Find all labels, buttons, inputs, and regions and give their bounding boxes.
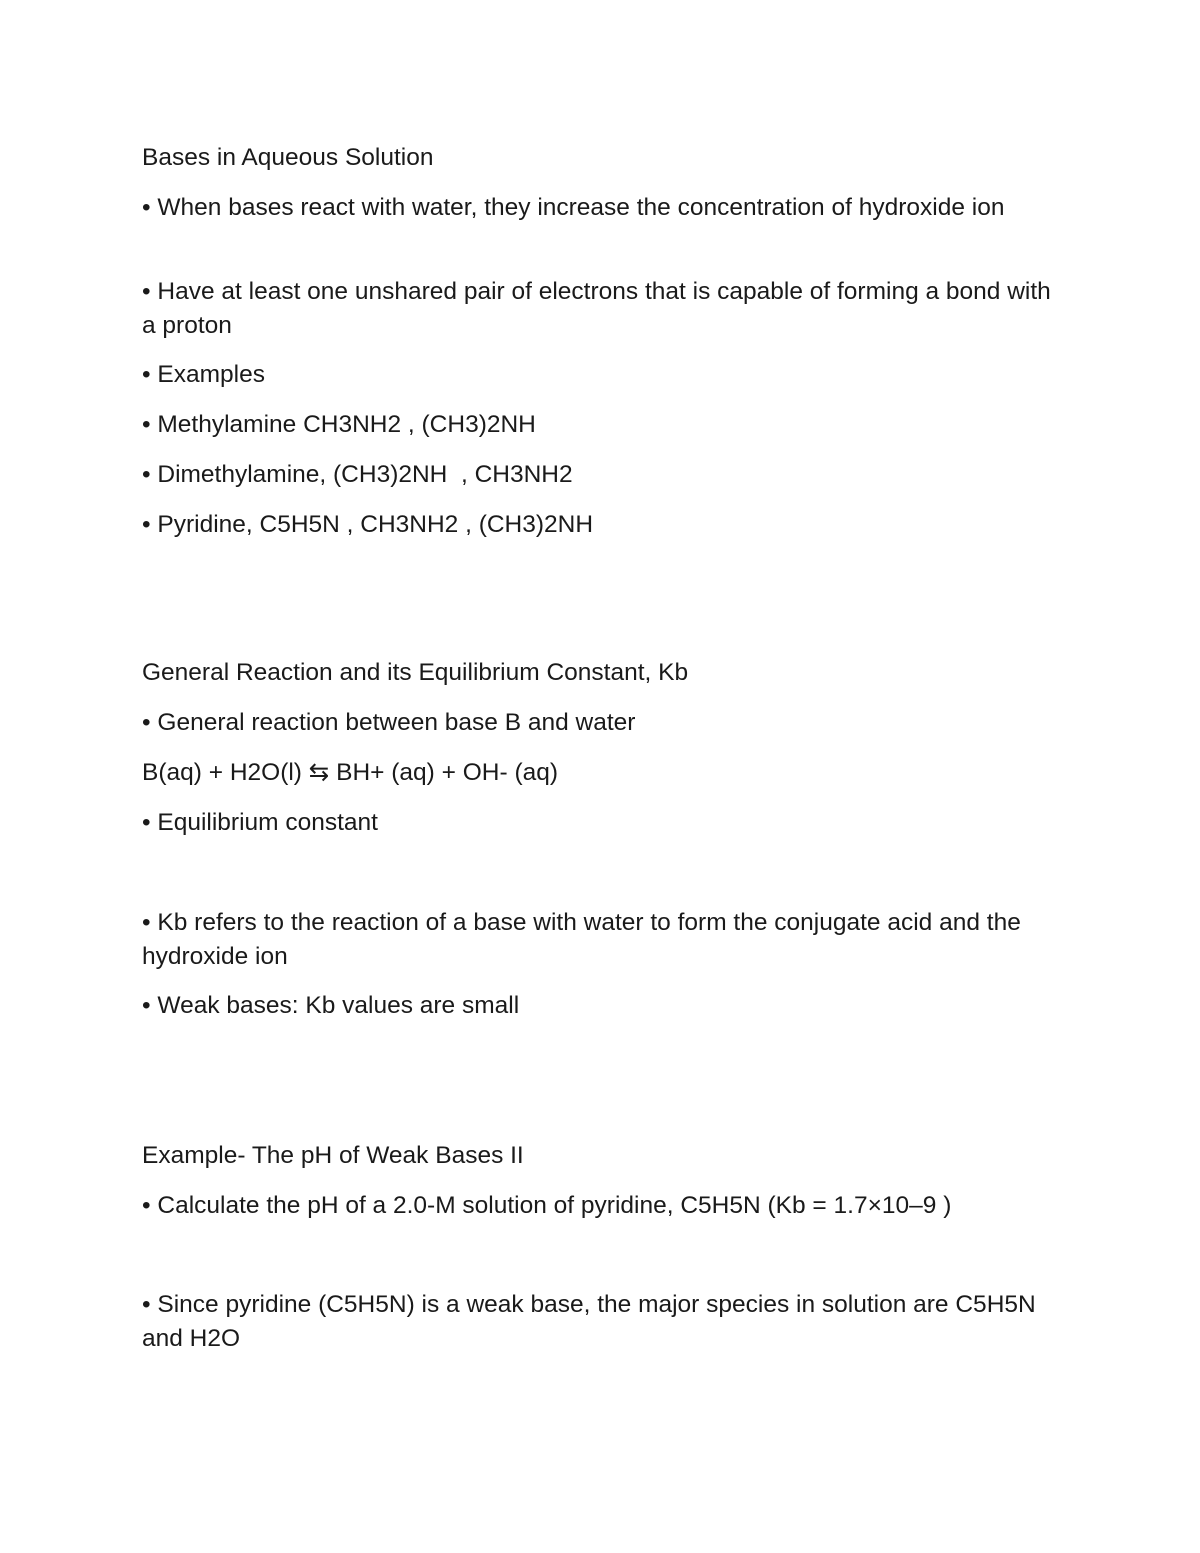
bullet-weak-bases: • Weak bases: Kb values are small <box>142 992 520 1019</box>
section-heading-example-ph: Example- The pH of Weak Bases II <box>142 1142 524 1169</box>
bullet-pyridine: • Pyridine, C5H5N , CH3NH2 , (CH3)2NH <box>142 511 594 538</box>
section-heading-bases-aqueous: Bases in Aqueous Solution <box>142 144 434 171</box>
bullet-general-reaction: • General reaction between base B and water <box>142 709 636 736</box>
bullet-kb-refers: • Kb refers to the reaction of a base with water to form the conjugate acid and the hydroxide ion <box>142 909 1028 970</box>
bullet-examples: • Examples <box>142 361 265 388</box>
reaction-equation: B(aq) + H2O(l) ⇆ BH+ (aq) + OH- (aq) <box>142 759 559 786</box>
bullet-methylamine: • Methylamine CH3NH2 , (CH3)2NH <box>142 411 536 438</box>
bullet-dimethylamine: • Dimethylamine, (CH3)2NH , CH3NH2 <box>142 461 573 488</box>
bullet-equilibrium-constant: • Equilibrium constant <box>142 809 378 836</box>
section-heading-general-reaction: General Reaction and its Equilibrium Constant, Kb <box>142 659 689 686</box>
bullet-calculate-ph: • Calculate the pH of a 2.0-M solution of pyridine, C5H5N (Kb = 1.7×10–9 ) <box>142 1192 952 1219</box>
bullet-unshared-pair: • Have at least one unshared pair of electrons that is capable of forming a bond with a proton <box>142 278 1058 339</box>
bullet-bases-react-water: • When bases react with water, they increase the concentration of hydroxide ion <box>142 194 1005 221</box>
bullet-since-pyridine: • Since pyridine (C5H5N) is a weak base, the major species in solution are C5H5N and H2O <box>142 1291 1043 1352</box>
